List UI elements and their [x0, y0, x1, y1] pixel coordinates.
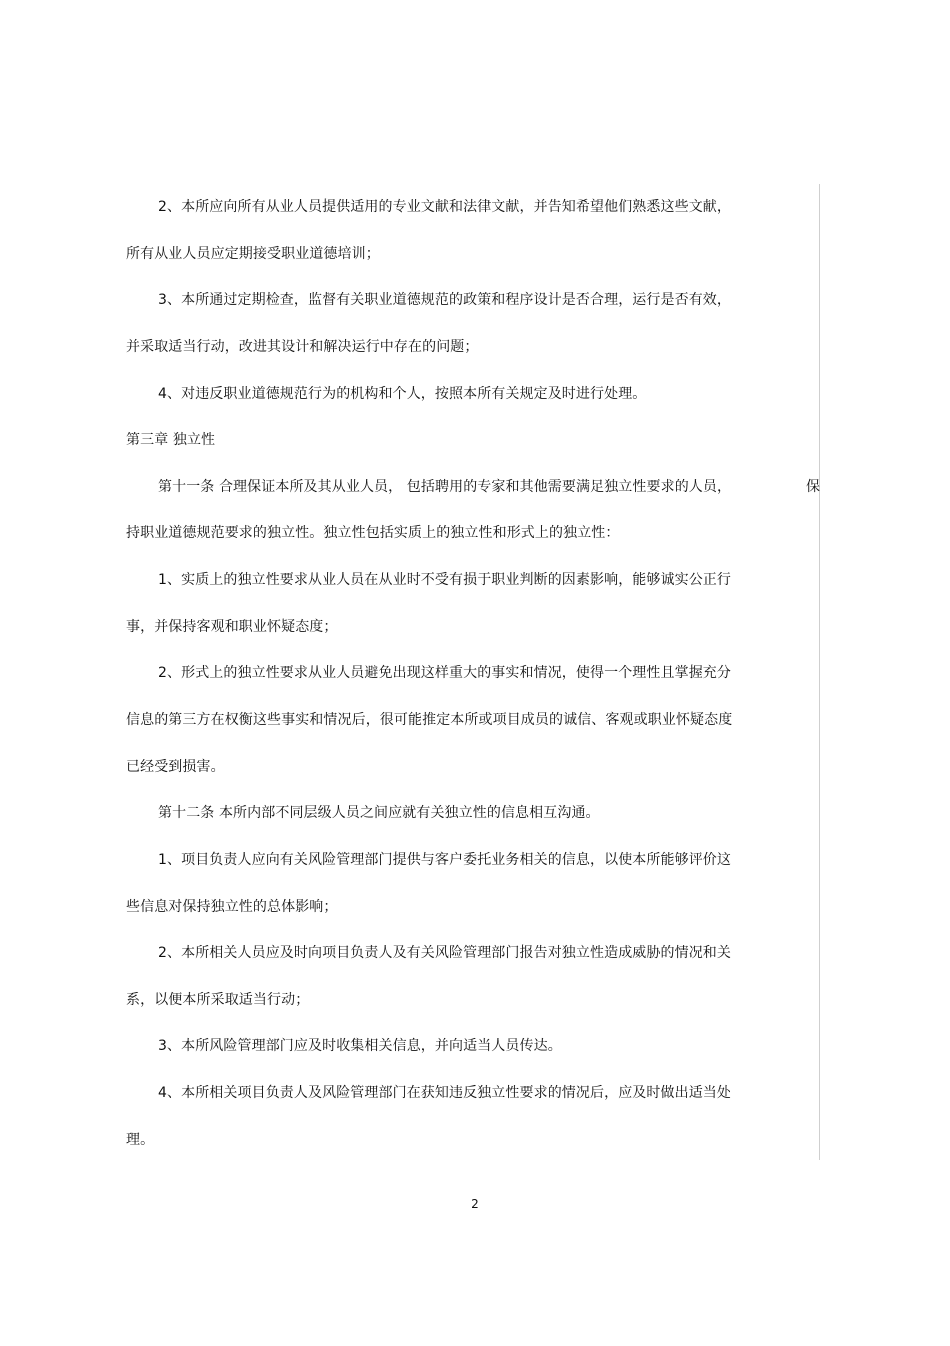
article-line-overflow-char: 保 [806, 479, 821, 495]
right-margin-rule [819, 184, 820, 1160]
paragraph-line: 3、本所风险管理部门应及时收集相关信息，并向适当人员传达。 [158, 1038, 562, 1054]
paragraph-line: 1、项目负责人应向有关风险管理部门提供与客户委托业务相关的信息，以使本所能够评价这 [158, 852, 732, 868]
paragraph-line: 4、对违反职业道德规范行为的机构和个人，按照本所有关规定及时进行处理。 [158, 386, 647, 402]
paragraph-line: 理。 [126, 1132, 155, 1148]
chapter-heading: 第三章 独立性 [126, 432, 216, 448]
paragraph-line: 些信息对保持独立性的总体影响； [126, 899, 338, 915]
paragraph-line: 1、实质上的独立性要求从业人员在从业时不受有损于职业判断的因素影响，能够诚实公正行 [158, 572, 732, 588]
paragraph-line: 2、形式上的独立性要求从业人员避免出现这样重大的事实和情况，使得一个理性且掌握充分 [158, 665, 732, 681]
paragraph-line: 持职业道德规范要求的独立性。独立性包括实质上的独立性和形式上的独立性： [126, 525, 620, 541]
page-number: 2 [471, 1197, 479, 1211]
paragraph-line: 所有从业人员应定期接受职业道德培训； [126, 246, 380, 262]
paragraph-line: 3、本所通过定期检查，监督有关职业道德规范的政策和程序设计是否合理，运行是否有效， [158, 292, 732, 308]
paragraph-line: 并采取适当行动，改进其设计和解决运行中存在的问题； [126, 339, 479, 355]
article-line: 第十二条 本所内部不同层级人员之间应就有关独立性的信息相互沟通。 [158, 805, 600, 821]
paragraph-line: 2、本所相关人员应及时向项目负责人及有关风险管理部门报告对独立性造成威胁的情况和关 [158, 945, 732, 961]
paragraph-line: 4、本所相关项目负责人及风险管理部门在获知违反独立性要求的情况后，应及时做出适当处 [158, 1085, 732, 1101]
paragraph-line: 信息的第三方在权衡这些事实和情况后，很可能推定本所或项目成员的诚信、客观或职业怀疑态度 [126, 712, 733, 728]
paragraph-line: 事，并保持客观和职业怀疑态度； [126, 619, 338, 635]
paragraph-line: 2、本所应向所有从业人员提供适用的专业文献和法律文献，并告知希望他们熟悉这些文献， [158, 199, 732, 215]
paragraph-line: 已经受到损害。 [126, 759, 225, 775]
paragraph-line: 系，以便本所采取适当行动； [126, 992, 310, 1008]
article-line: 第十一条 合理保证本所及其从业人员， 包括聘用的专家和其他需要满足独立性要求的人员， [158, 479, 732, 495]
